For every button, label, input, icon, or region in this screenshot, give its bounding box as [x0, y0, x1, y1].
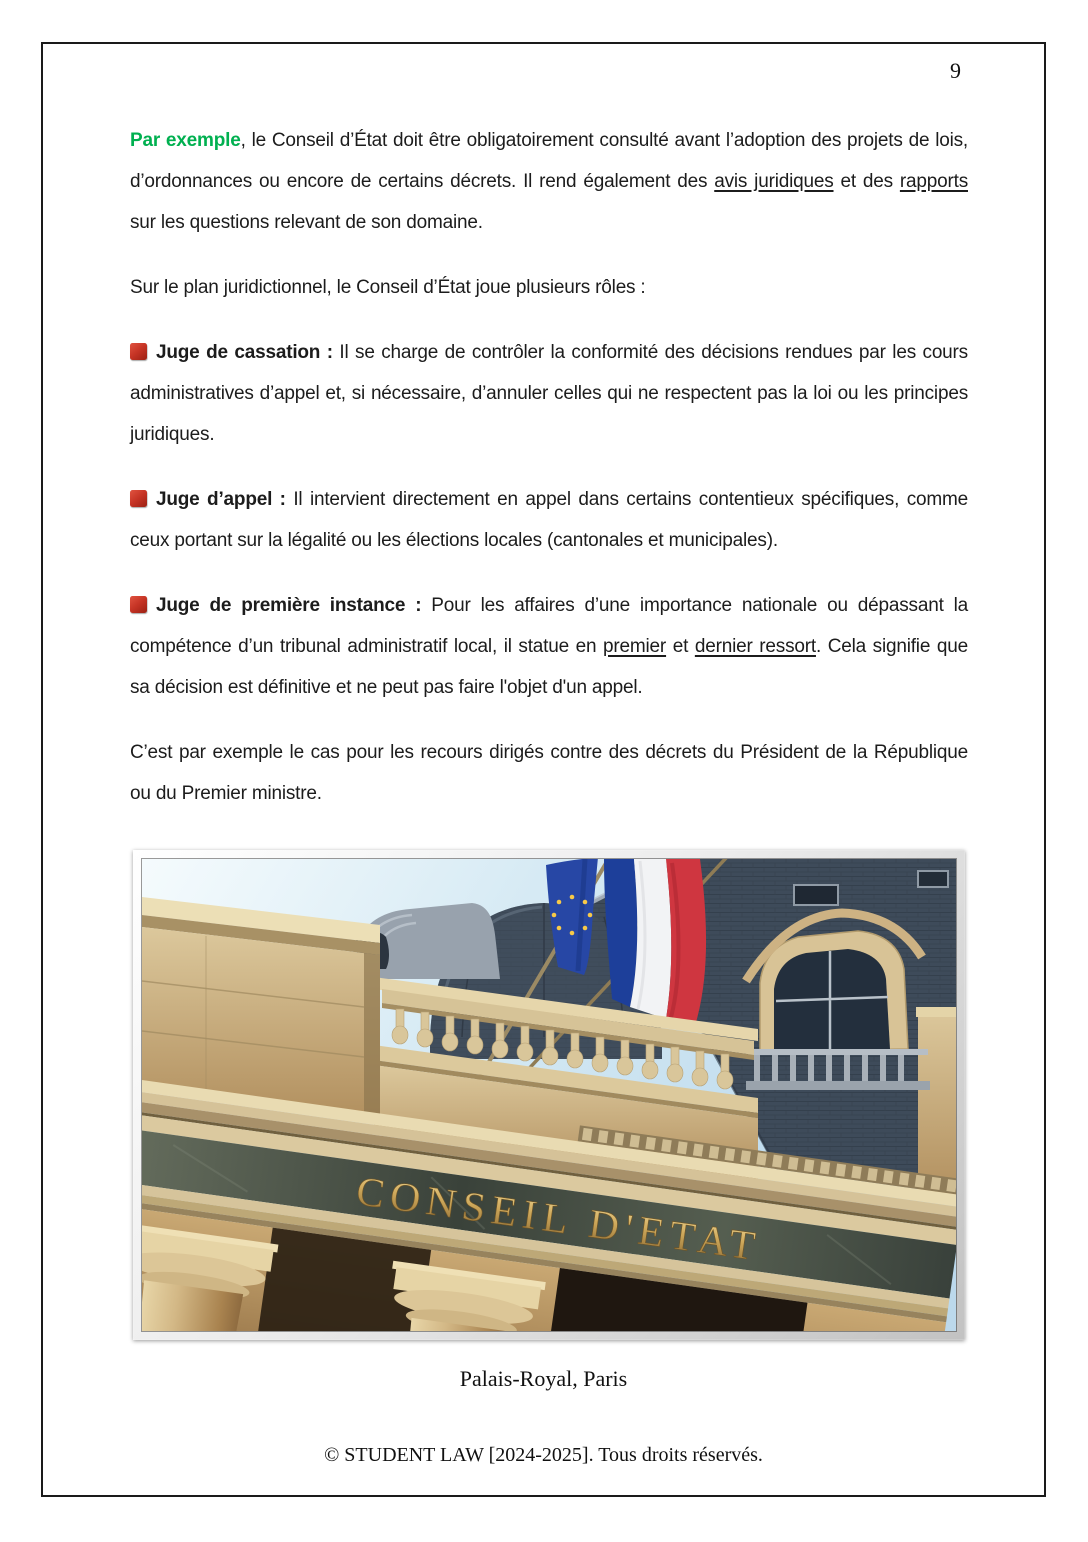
red-square-bullet-icon [130, 490, 147, 507]
conseil-detat-photo [142, 859, 956, 1331]
building-sign-text: CONSEIL D'ETAT [353, 1167, 756, 1269]
bullet-paragraph: Juge de cassation : Il se charge de contrôler la conformité des décisions rendues par les cours administratives d’appel et, si nécessaire, d’annuler celles qui ne respectent pas la loi ou les principes juridiques. [130, 342, 968, 445]
paragraph: Sur le plan juridictionnel, le Conseil d’État joue plusieurs rôles : [130, 277, 646, 298]
red-square-bullet-icon [130, 343, 147, 360]
paragraph: C’est par exemple le cas pour les recours dirigés contre des décrets du Président de la République ou du Premier ministre. [130, 742, 968, 804]
stone-pavilion [142, 897, 380, 1117]
photo-frame [133, 850, 965, 1340]
body-text [130, 120, 968, 838]
bullet-paragraph: Juge d’appel : Il intervient directement en appel dans certains contentieux spécifiques, comme ceux portant sur la légalité ou les élections locales (cantonales et municipales). [130, 489, 968, 551]
page-border [41, 42, 1046, 1497]
copyright-footer: © STUDENT LAW [2024-2025]. Tous droits réservés. [324, 1444, 763, 1466]
right-wall [916, 1007, 956, 1195]
bullet-paragraph: Juge de première instance : Pour les affaires d’une importance nationale ou dépassant la compétence d’un tribunal administratif local, il statue en premier et dernier ressort. Cela signifie que sa décision est définitive et ne peut pas faire l'objet d'un appel. [130, 595, 968, 698]
page-number: 9 [950, 58, 961, 83]
paragraph: Par exemple, le Conseil d’État doit être obligatoirement consulté avant l’adoption des projets de lois, d’ordonnances ou encore de certains décrets. Il rend également des avis juridiques et des rapports sur les questions relevant de son domaine. [130, 130, 969, 233]
red-square-bullet-icon [130, 596, 147, 613]
photo-caption: Palais-Royal, Paris [459, 1366, 628, 1391]
